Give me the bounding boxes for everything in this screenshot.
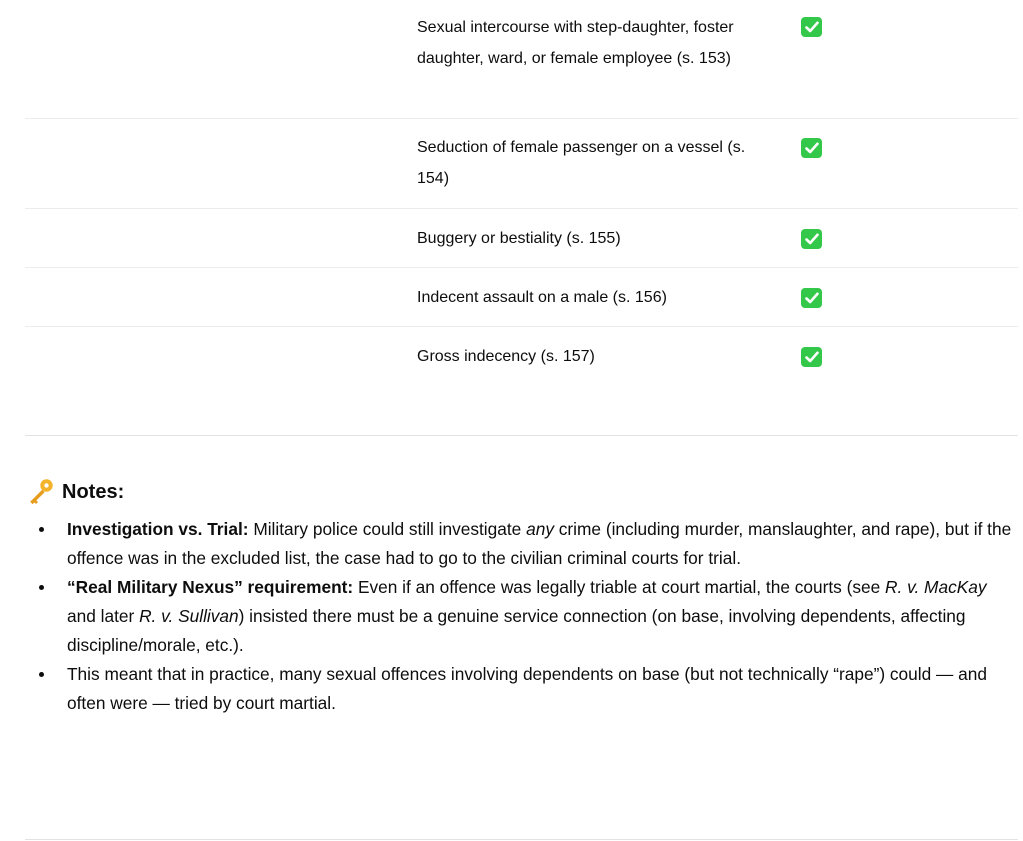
note-lead: Investigation vs. Trial: <box>67 519 249 539</box>
offence-table <box>25 0 1018 385</box>
offence-cell: Seduction of female passenger on a vessel (s. 154) <box>417 139 746 187</box>
bullet-icon <box>39 585 44 590</box>
offence-cell: Gross indecency (s. 157) <box>417 348 595 365</box>
table-row <box>25 119 1018 209</box>
note-text: Even if an offence was legally triable at court martial, the courts (see <box>353 577 886 597</box>
check-mark-icon <box>801 347 823 367</box>
list-item <box>25 660 1018 718</box>
table-row <box>25 268 1018 327</box>
check-mark-icon <box>801 288 823 308</box>
list-item <box>25 573 1018 660</box>
key-icon <box>25 477 55 507</box>
note-text: This meant that in practice, many sexual offences involving dependents on base (but not technically “rape”) could — and often were — tried by court martial. <box>67 664 987 713</box>
notes-heading-text: Notes: <box>62 480 125 503</box>
bullet-icon <box>39 527 44 532</box>
note-lead: “Real Military Nexus” requirement: <box>67 577 354 597</box>
notes-heading <box>25 476 124 508</box>
section-divider <box>25 839 1018 840</box>
case-citation: R. v. MacKay <box>885 577 987 597</box>
check-mark-icon <box>801 17 823 37</box>
bullet-icon <box>39 672 44 677</box>
check-mark-icon <box>801 138 823 158</box>
note-text: Military police could still investigate <box>248 519 527 539</box>
offence-cell: Indecent assault on a male (s. 156) <box>417 289 667 306</box>
table-row <box>25 0 1018 119</box>
offence-cell: Buggery or bestiality (s. 155) <box>417 230 621 247</box>
note-text: ) insisted there must be a genuine service connection (on base, involving dependents, affecting discipline/morale, etc.). <box>67 606 966 655</box>
table-row <box>25 327 1018 385</box>
notes-list <box>25 515 1018 718</box>
check-mark-icon <box>801 229 823 249</box>
note-text: and later <box>67 606 140 626</box>
section-divider <box>25 435 1018 436</box>
list-item <box>25 515 1018 573</box>
case-citation: R. v. Sullivan <box>139 606 239 626</box>
note-emphasis: any <box>526 519 554 539</box>
offence-cell: Sexual intercourse with step-daughter, foster daughter, ward, or female employee (s. 153) <box>417 19 734 67</box>
note-text: crime (including murder, manslaughter, and rape), but if the offence was in the excluded list, the case had to go to the civilian criminal courts for trial. <box>67 519 1012 568</box>
table-row <box>25 209 1018 268</box>
